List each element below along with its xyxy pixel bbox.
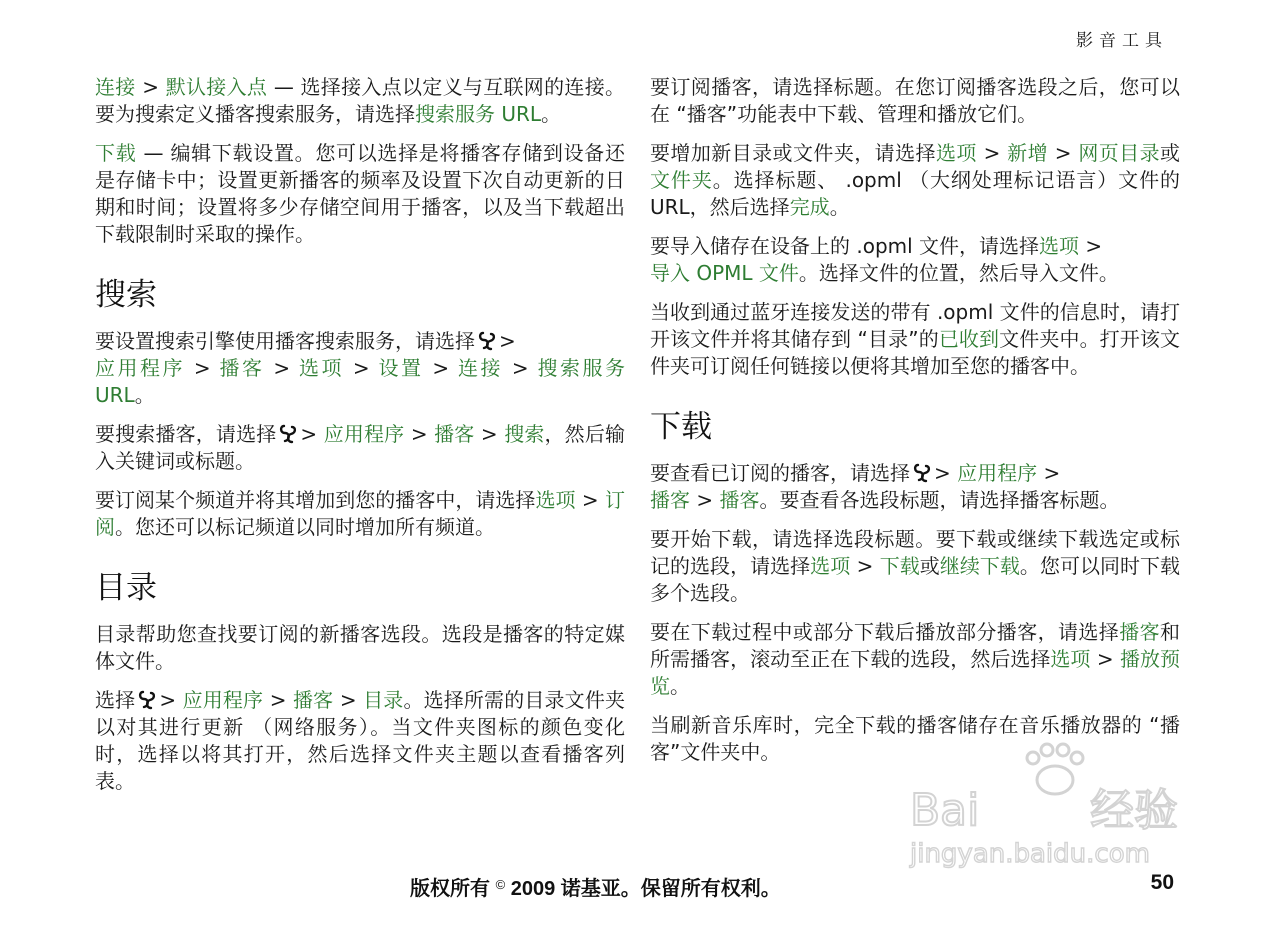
paragraph-import-opml: 要导入储存在设备上的 .opml 文件，请选择选项 > 导入 OPML 文件。选择文件的位置，然后导入文件。 [650, 234, 1119, 285]
term-resume-download: 继续下载 [939, 554, 1020, 578]
svg-text:Bai: Bai [910, 785, 980, 836]
text: 要搜索播客，请选择 [95, 422, 277, 446]
term-options: 选项 [299, 356, 345, 380]
text: 。选择所需的目录文件夹以对其进行更新 （网络服务）。当文件夹图标的颜色变化时，选择以将其打开，然后选择文件夹主题以查看播客列表。 [95, 688, 625, 793]
term-connection: 连接 [458, 356, 504, 380]
text: 选择 [95, 688, 136, 712]
text: 。 [829, 195, 850, 219]
term-web-directory: 网页目录 [1078, 141, 1161, 165]
text: 文件夹中。打开该文件夹可订阅任何链接以便将其增加至您的播客中。 [650, 327, 1181, 378]
text: 要导入储存在设备上的 .opml 文件，请选择 [650, 234, 1040, 258]
text: 。 [541, 102, 562, 126]
text: 和所需播客，滚动至正在下载的选段，然后选择 [650, 620, 1181, 671]
heading-search: 搜索 [95, 277, 157, 313]
copyright-symbol: © [495, 877, 506, 892]
menu-key-icon [137, 689, 157, 711]
menu-key-icon [477, 330, 497, 352]
term-apps: 应用程序 [95, 356, 186, 380]
paragraph-preview-play: 要在下载过程中或部分下载后播放部分播客，请选择播客和所需播客，滚动至正在下载的选段，然后选择选项 > 播放预览。 [650, 620, 1181, 698]
right-column [650, 74, 1180, 778]
term-podcast: 播客 [719, 488, 760, 512]
term-podcast: 播客 [219, 356, 265, 380]
term-download: 下载 [95, 141, 137, 165]
term-received: 已收到 [938, 327, 1000, 351]
text: 。您还可以标记频道以同时增加所有频道。 [115, 515, 495, 539]
term-import-opml: 导入 OPML 文件 [650, 261, 799, 285]
text: 。选择标题、 .opml （大纲处理标记语言）文件的 URL，然后选择 [650, 168, 1180, 219]
text: 。选择文件的位置，然后导入文件。 [798, 261, 1119, 285]
term-apps: 应用程序 [323, 422, 405, 446]
term-directory: 目录 [363, 688, 404, 712]
term-subscribe: 订阅 [95, 488, 625, 539]
svg-text:经验: 经验 [1090, 785, 1178, 836]
text: 要增加新目录或文件夹，请选择 [650, 141, 936, 165]
text: 要设置搜索引擎使用播客搜索服务，请选择 [95, 329, 475, 353]
paragraph-music-library: 当刷新音乐库时，完全下载的播客储存在音乐播放器的 “播客”文件夹中。 [650, 713, 1180, 764]
term-play-preview: 播放预览 [650, 647, 1181, 698]
heading-download: 下载 [650, 409, 712, 445]
text: 要开始下载，请选择选段标题。要下载或继续下载选定或标记的选段，请选择 [650, 527, 1180, 578]
term-apps: 应用程序 [182, 688, 264, 712]
section-header: 影音工具 [1076, 31, 1168, 51]
copyright-notice [410, 872, 781, 901]
term-podcast: 播客 [650, 488, 690, 512]
paragraph-connection: 连接 > 默认接入点 — 选择接入点以定义与互联网的连接。要为搜索定义播客搜索服务，请选择搜索服务 URL。 [95, 75, 626, 126]
text: 要订阅某个频道并将其增加到您的播客中，请选择 [95, 488, 536, 512]
text: 或 [1160, 141, 1181, 165]
paragraph-subscribe-podcast: 要订阅播客，请选择标题。在您订阅播客选段之后，您可以在 “播客”功能表中下载、管理和播放它们。 [650, 75, 1180, 126]
paragraph-directory-select: 选择 > 应用程序 > 播客 > 目录。选择所需的目录文件夹以对其进行更新 （网络服务）。当文件夹图标的颜色变化时，选择以将其打开，然后选择文件夹主题以查看播客列表。 [95, 688, 625, 793]
text: 要查看已订阅的播客，请选择 [650, 461, 910, 485]
term-search: 搜索 [504, 422, 545, 446]
paragraph-view-subscribed: 要查看已订阅的播客，请选择 > 应用程序 > 播客 > 播客。要查看各选段标题，请选择播客标题。 [650, 461, 1120, 512]
text: 。要查看各选段标题，请选择播客标题。 [759, 488, 1120, 512]
term-options: 选项 [810, 554, 851, 578]
term-download: 下载 [879, 554, 920, 578]
paragraph-subscribe-channel: 要订阅某个频道并将其增加到您的播客中，请选择选项 > 订阅。您还可以标记频道以同时增加所有频道。 [95, 488, 625, 539]
term-search-url: 搜索服务 URL [95, 356, 626, 407]
left-column [95, 74, 625, 807]
paragraph-search-podcast: 要搜索播客，请选择 > 应用程序 > 播客 > 搜索，然后输入关键词或标题。 [95, 422, 625, 473]
baidu-watermark-logo [905, 740, 1205, 870]
text: ，然后输入关键词或标题。 [95, 422, 625, 473]
text: 。 [134, 383, 155, 407]
text: 。您可以同时下载多个选段。 [650, 554, 1181, 605]
paragraph-directory-intro: 目录帮助您查找要订阅的新播客选段。选段是播客的特定媒体文件。 [95, 622, 625, 673]
term-search-url: 搜索服务 URL [415, 102, 542, 126]
term-options: 选项 [535, 488, 576, 512]
text: 2009 诺基亚。保留所有权利。 [505, 878, 781, 900]
paragraph-start-download: 要开始下载，请选择选段标题。要下载或继续下载选定或标记的选段，请选择选项 > 下载或继续下载。您可以同时下载多个选段。 [650, 527, 1181, 605]
heading-directory: 目录 [95, 570, 157, 606]
text: 或 [919, 554, 940, 578]
term-folder: 文件夹 [650, 168, 713, 192]
term-options: 选项 [1039, 234, 1080, 258]
term-podcast: 播客 [293, 688, 334, 712]
term-apps: 应用程序 [957, 461, 1038, 485]
term-options: 选项 [1050, 647, 1091, 671]
text: 当收到通过蓝牙连接发送的带有 .opml 文件的信息时，请打开该文件并将其储存到 “目录”的 [650, 300, 1180, 351]
page-number: 50 [1150, 871, 1174, 894]
term-settings: 设置 [378, 356, 424, 380]
term-new: 新增 [1007, 141, 1048, 165]
text: 要在下载过程中或部分下载后播放部分播客，请选择 [650, 620, 1120, 644]
paragraph-search-setup: 要设置搜索引擎使用播客搜索服务，请选择 > 应用程序 > 播客 > 选项 > 设置 > 连接 > 搜索服务 URL。 [95, 329, 626, 407]
term-connection: 连接 [95, 75, 136, 99]
term-done: 完成 [789, 195, 830, 219]
paragraph-download-settings [95, 140, 625, 248]
text: — 选择接入点以定义与互联网的连接。要为搜索定义播客搜索服务，请选择 [95, 75, 626, 126]
term-podcast: 播客 [1119, 620, 1161, 644]
text: — 编辑下载设置。您可以选择是将播客存储到设备还是存储卡中；设置更新播客的频率及设置下次自动更新的日期和时间；设置将多少存储空间用于播客，以及当下载超出下载限制时采取的操作。 [95, 141, 626, 246]
term-options: 选项 [935, 141, 977, 165]
paragraph-bluetooth-opml [650, 299, 1180, 380]
text: 版权所有 [410, 878, 496, 900]
menu-key-icon [912, 462, 932, 484]
menu-key-icon [278, 423, 298, 445]
text: 。 [670, 674, 690, 698]
term-default-ap: 默认接入点 [165, 75, 268, 99]
svg-text:jingyan.baidu.com: jingyan.baidu.com [910, 839, 1150, 869]
term-podcast: 播客 [434, 422, 475, 446]
paragraph-add-directory: 要增加新目录或文件夹，请选择选项 > 新增 > 网页目录或文件夹。选择标题、 .opml （大纲处理标记语言）文件的 URL，然后选择完成。 [650, 141, 1181, 219]
